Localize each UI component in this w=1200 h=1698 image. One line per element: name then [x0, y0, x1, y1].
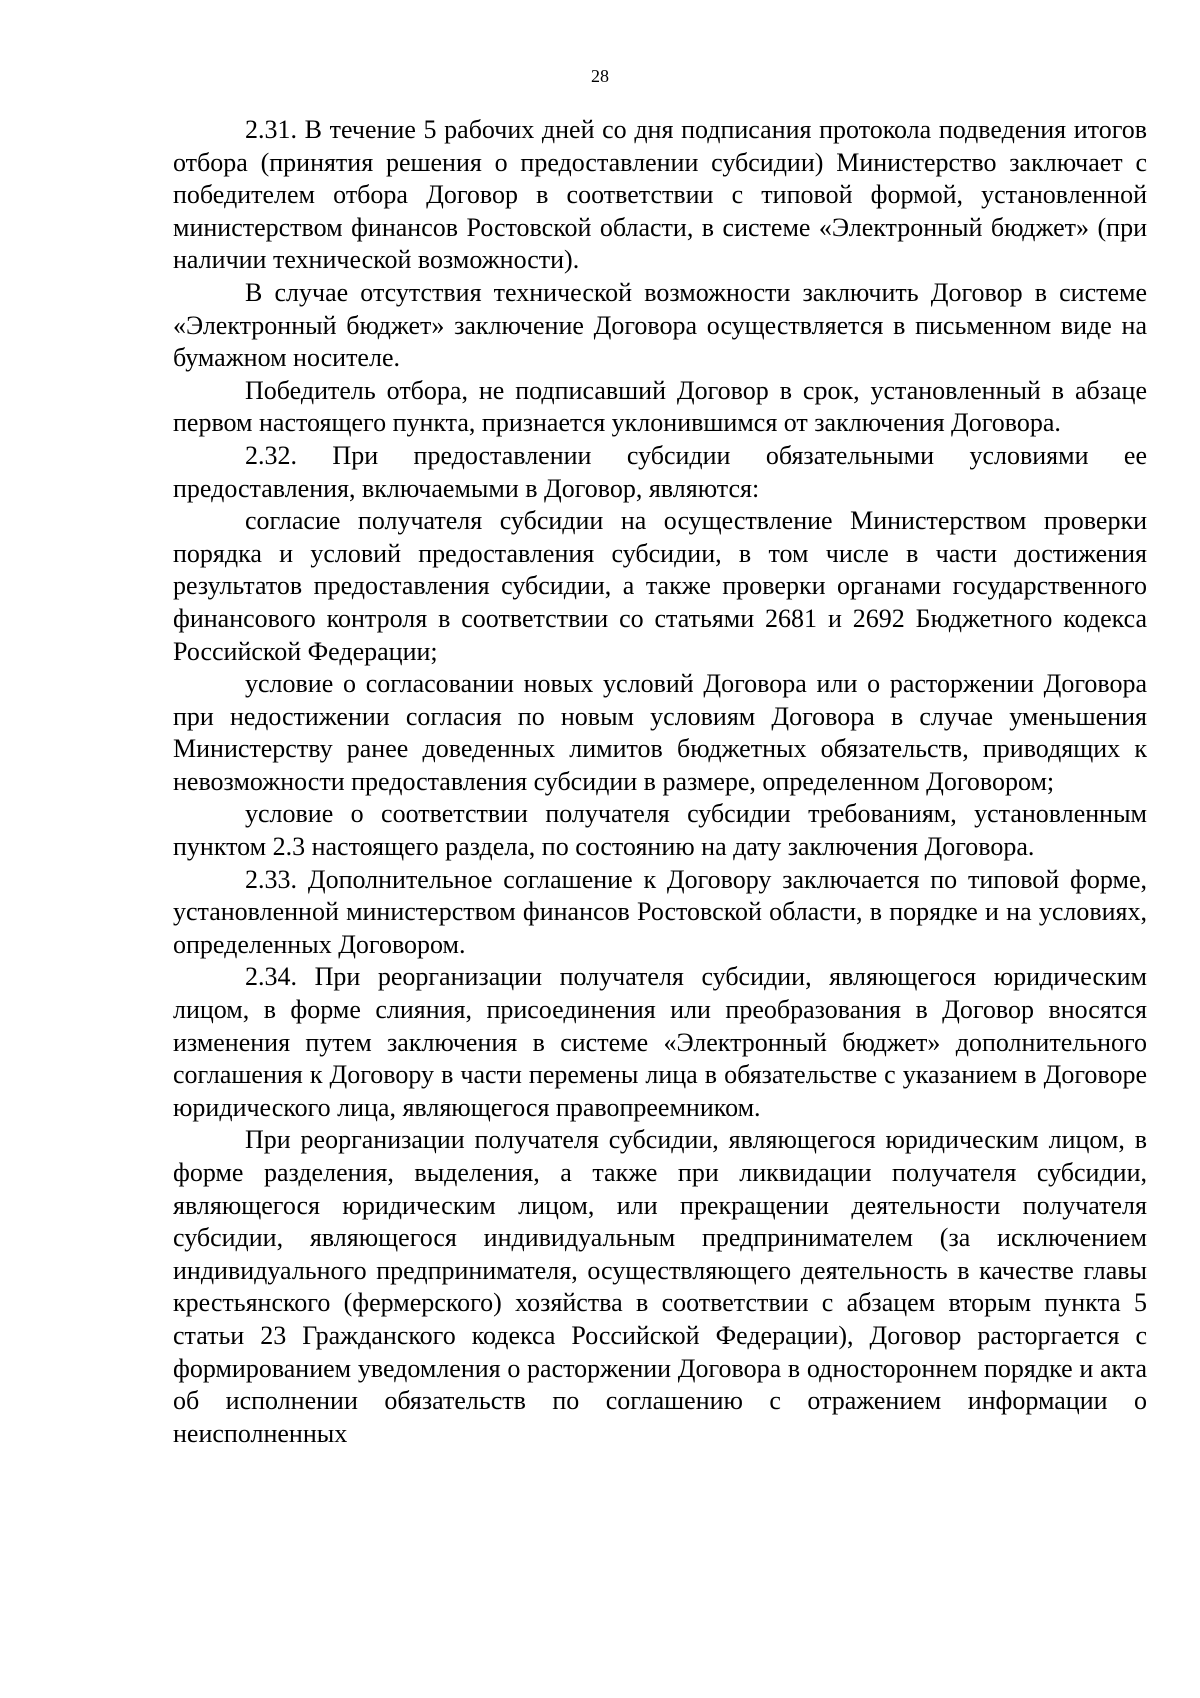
paragraph-winner-evading: Победитель отбора, не подписавший Договор в срок, установленный в абзаце первом настоящего пункта, признается уклонившимся от заключения Договора. [173, 375, 1147, 438]
paragraph-reorganization-termination: При реорганизации получателя субсидии, являющегося юридическим лицом, в форме разделения, выделения, а также при ликвидации получателя субсидии, являющегося юридическим лицом, или прекращении деятельности получателя субсидии, являющегося индивидуальным предпринимателем (за исключением индивидуального предпринимателя, осуществляющего деятельность в качестве главы крестьянского (фермерского) хозяйства в соответствии с абзацем вторым пункта 5 статьи 23 Гражданского кодекса Российской Федерации), Договор расторгается с формированием уведомления о расторжении Договора в одностороннем порядке и акта об исполнении обязательств по соглашению с отражением информации о неисполненных [173, 1125, 1147, 1448]
paragraph-new-conditions: условие о согласовании новых условий Договора или о расторжении Договора при недостижении согласия по новым условиям Договора в случае уменьшения Министерству ранее доведенных лимитов бюджетных обязательств, приводящих к невозможности предоставления субсидии в размере, определенном Договором; [173, 669, 1147, 796]
page-number: 28 [591, 66, 609, 86]
paragraph-compliance-condition: условие о соответствии получателя субсидии требованиям, установленным пунктом 2.3 настоящего раздела, по состоянию на дату заключения Договора. [173, 799, 1147, 862]
paragraph-2-34: 2.34. При реорганизации получателя субсидии, являющегося юридическим лицом, в форме слияния, присоединения или преобразования в Договор вносятся изменения путем заключения в системе «Электронный бюджет» дополнительного соглашения к Договору в части перемены лица в обязательстве с указанием в Договоре юридического лица, являющегося правопреемником. [173, 962, 1147, 1122]
paragraph-2-31: 2.31. В течение 5 рабочих дней со дня подписания протокола подведения итогов отбора (принятия решения о предоставлении субсидии) Министерство заключает с победителем отбора Договор в соответствии с типовой формой, установленной министерством финансов Ростовской области, в системе «Электронный бюджет» (при наличии технической возможности). [173, 115, 1147, 275]
paragraph-2-33: 2.33. Дополнительное соглашение к Договору заключается по типовой форме, установленной министерством финансов Ростовской области, в порядке и на условиях, определенных Договором. [173, 864, 1147, 959]
document-body [173, 114, 1147, 1450]
paragraph-2-32: 2.32. При предоставлении субсидии обязательными условиями ее предоставления, включаемыми в Договор, являются: [173, 440, 1147, 503]
paragraph-no-technical-possibility: В случае отсутствия технической возможности заключить Договор в системе «Электронный бюджет» заключение Договора осуществляется в письменном виде на бумажном носителе. [173, 277, 1147, 373]
paragraph-consent-to-audit: согласие получателя субсидии на осуществление Министерством проверки порядка и условий предоставления субсидии, в том числе в части достижения результатов предоставления субсидии, а также проверки органами государственного финансового контроля в соответствии со статьями 2681 и 2692 Бюджетного кодекса Российской Федерации; [173, 506, 1147, 666]
